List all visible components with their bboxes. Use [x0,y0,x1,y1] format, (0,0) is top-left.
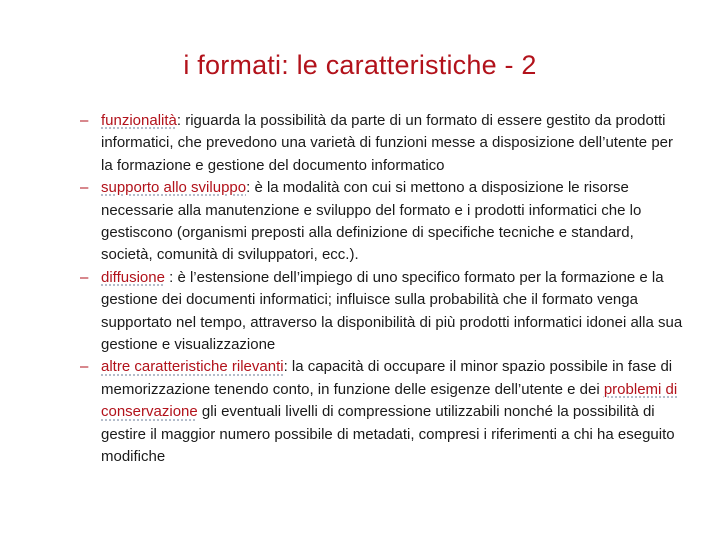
bullet-marker: – [80,179,89,197]
item-text: è l’estensione dell’impiego di uno specifico formato per la formazione e la gestione dei documenti informatici; influisce sulla probabilità che il formato venga supportato nel tempo, attraverso la disponibilità di più prodotti informatici idonei alla sua gestione e visualizzazione [101,268,683,354]
bullet-marker: – [80,268,89,286]
term-supporto-allo-sviluppo: supporto allo sviluppo [101,179,247,197]
item-text: è la modalità con cui si mettono a disposizione le risorse necessarie alla manutenzione e sviluppo del formato e i prodotti informatici che lo gestiscono (organismi preposti alla definizione di specifiche tecniche e standard, società, comunità di sviluppatori, ecc.). [101,179,642,264]
term-separator: : [283,358,292,376]
list-item [80,356,684,468]
item-text: la capacità di occupare il minor spazio possibile in fase di memorizzazione tenendo conto, in funzione delle esigenze dell’utente e dei [101,358,673,398]
item-text: riguarda la possibilità da parte di un formato di essere gestito da prodotti informatici, che prevedono una varietà di funzioni messe a disposizione dell’utente per la formazione e gestione del documento informatico [101,112,673,174]
term-problemi-di-conservazione: problemi di conservazione [101,380,678,421]
term-altre-caratteristiche-rilevanti: altre caratteristiche rilevanti [101,358,284,376]
list-item [80,110,684,177]
bullet-marker: – [80,112,89,129]
list-item [80,177,684,267]
bullet-list [80,110,684,469]
item-text: gli eventuali livelli di compressione utilizzabili nonché la possibilità di gestire il maggior numero possibile di metadati, compresi i riferimenti a chi ha eseguito modifiche [101,403,675,466]
term-funzionalita: funzionalità [101,112,177,129]
term-diffusione: diffusione [101,268,165,286]
list-item [80,267,684,357]
term-separator: : [176,112,186,129]
slide-title: i formati: le caratteristiche - 2 [183,50,537,80]
term-separator: : [246,179,255,197]
bullet-marker: – [80,358,89,376]
term-separator: : [164,268,178,286]
